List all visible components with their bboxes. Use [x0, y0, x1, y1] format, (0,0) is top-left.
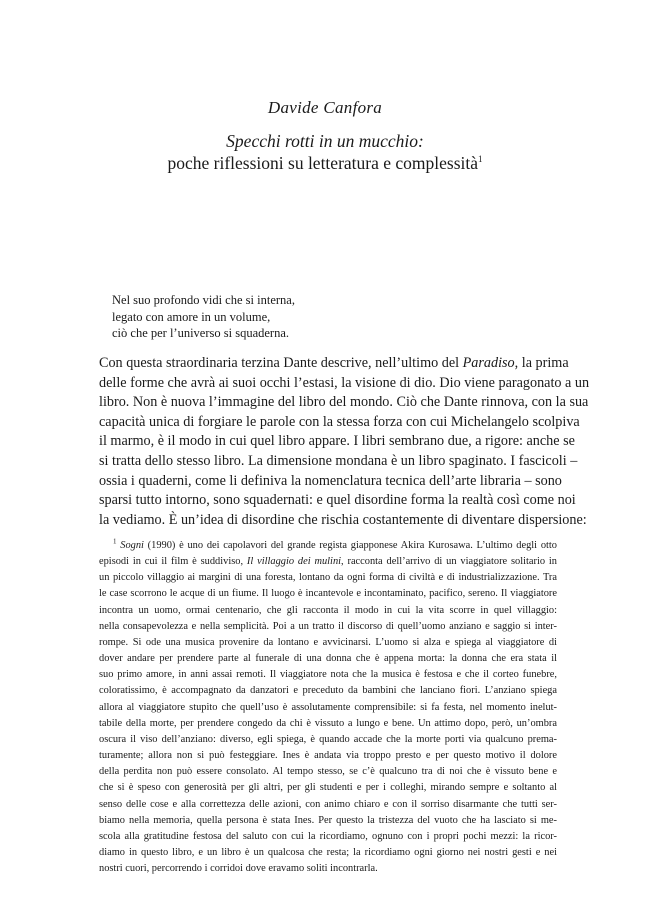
title-italic: Specchi rotti in un mucchio: [226, 131, 418, 151]
title-line-1: [0, 130, 650, 152]
epigraph-line: legato con amore in un volume,: [112, 309, 271, 324]
body-line: il marmo, è il modo in cui quel libro appare. I libri sembrano due, a rigore: anche se: [99, 433, 575, 450]
footnote-line: tabile della morte, per prendere congedo da chi è vissuto a lungo e bene. Un attimo dopo, però, un’ombra: [99, 717, 557, 729]
footnote-line: le case scorrono le acque di un fiume. Il luogo è incantevole e incontaminato, pacifico, sereno. Il viaggiatore: [99, 588, 557, 600]
body-text-span: , la prima: [514, 355, 569, 371]
footnote-line: oscura il viso dell’anziano: diverso, egli spiega, è quando accade che la morte porti via qualcuno prema-: [99, 733, 557, 745]
title-footnote-mark: 1: [478, 154, 483, 165]
body-paragraph: [99, 354, 590, 530]
footnote-line: coloratissimo, è accompagnato da danzatori e preceduto da bambini che lanciano fiori. L’anziano spiega: [99, 685, 557, 697]
footnote-mark: 1: [113, 537, 117, 546]
footnote-text-span: episodi in cui il film è suddiviso,: [99, 556, 247, 568]
epigraph-line: Nel suo profondo vidi che si interna,: [112, 293, 295, 307]
footnote-line: diamo in questo libro, e un libro è un qualcosa che resta; la ricordiamo ogni giorno nei nostri gesti e nei: [99, 846, 557, 858]
body-line: sparsi tutto intorno, sono squadernati: e quel disordine forma la realtà così come noi: [99, 492, 576, 509]
title-subtitle: poche riflessioni su letteratura e complessità: [167, 153, 479, 173]
body-text-span: Con questa straordinaria terzina Dante descrive, nell’ultimo del: [99, 355, 463, 371]
epigraph-line: ciò che per l’universo si squaderna.: [112, 326, 290, 340]
epigraph: [112, 292, 532, 342]
footnote-text-span: (1990) è uno dei capolavori del grande regista giapponese Akira Kurosawa. L’ultimo degli otto: [143, 540, 557, 551]
body-italic-span: Paradiso: [462, 355, 515, 371]
footnote-line: nostri cuori, percorrendo i corridoi dove eravamo soliti incontrarla.: [99, 863, 378, 875]
footnote-line: suo primo amore, in anni assai remoti. Il viaggiatore nota che la musica è festosa e che il corteo funebre,: [99, 669, 557, 681]
footnote-line: senso delle cose e alla correttezza delle azioni, con animo chiaro e con il sorriso disarmante che tutti ser-: [99, 798, 557, 810]
footnote-line: [99, 554, 557, 570]
footnote-line: scola alla gratitudine festosa del saluto con cui la ricordiamo, ognuno con i propri pochi mezzi: la ricor-: [99, 830, 557, 842]
footnote-line: biamo nella memoria, quella persona è stata Ines. Per questo la tristezza del vuoto che ha lasciato si me-: [99, 814, 557, 826]
footnote-line: rompe. Si ode una musica provenire da lontano e avvicinarsi. L’uomo si alza e spiega al viaggiatore di: [99, 636, 557, 648]
title-line-2: [0, 152, 650, 174]
footnote-line: nella consapevolezza e nella semplicità. Poi a un tratto il discorso di quell’uomo anziano e saggio si inter-: [99, 620, 557, 632]
article-title: [0, 130, 650, 174]
footnote-line: che si è speso con generosità per gli altri, per gli studenti e per i colleghi, mirando sempre e soltanto al: [99, 782, 557, 794]
author-name: Davide Canfora: [267, 98, 383, 117]
footnote-line: allora al viaggiatore stupito che quell’uso è assolutamente comprensibile: si fa festa, nel momento inelut-: [99, 701, 557, 713]
body-line: ossia i quaderni, come li definiva la nomenclatura tecnica dell’arte libraria – sono: [99, 472, 562, 489]
footnote-line: [99, 538, 557, 554]
body-line: delle forme che avrà ai suoi occhi l’estasi, la visione di dio. Dio viene paragonato a un: [99, 374, 590, 391]
footnote-italic-span: Il villaggio dei mulini: [246, 556, 342, 568]
footnote-line: della perdita non può essere consolato. Al tempo stesso, se c’è qualcuno tra di noi che è vissuto bene e: [99, 766, 557, 778]
title-colon: :: [417, 131, 424, 151]
body-line: capacità unica di forgiare le parole con la stessa forza con cui Michelangelo scolpiva: [99, 413, 580, 430]
footnote-text-span: , racconta dell’arrivo di un viaggiatore solitario in: [341, 556, 557, 568]
body-line: si tratta dello stesso libro. La dimensione mondana è un libro spaginato. I fascicoli –: [99, 452, 578, 469]
footnote-line: turamente; allora non si può festeggiare. Ines è andata via troppo presto e per questo motivo il dolore: [99, 750, 557, 762]
footnote-line: dover andare per prendere parte al funerale di una donna che è appena morta: la donna che era stata il: [99, 653, 557, 665]
body-line: libro. Non è nuova l’immagine del libro del mondo. Ciò che Dante rinnova, con la sua: [99, 394, 589, 411]
footnote-italic-span: Sogni: [120, 540, 144, 551]
footnote-line: incontra un uomo, ormai centenario, che gli racconta il modo in cui la vita scorre in quel villaggio:: [99, 604, 557, 616]
footnote: [99, 538, 557, 877]
body-line: la vediamo. È un’idea di disordine che rischia costantemente di diventare dispersione:: [99, 511, 587, 528]
footnote-line: un piccolo villaggio ai margini di una foresta, lontano da ogni forma di civiltà e di industrializzazione. Tra: [99, 572, 557, 584]
body-line: [99, 354, 569, 374]
